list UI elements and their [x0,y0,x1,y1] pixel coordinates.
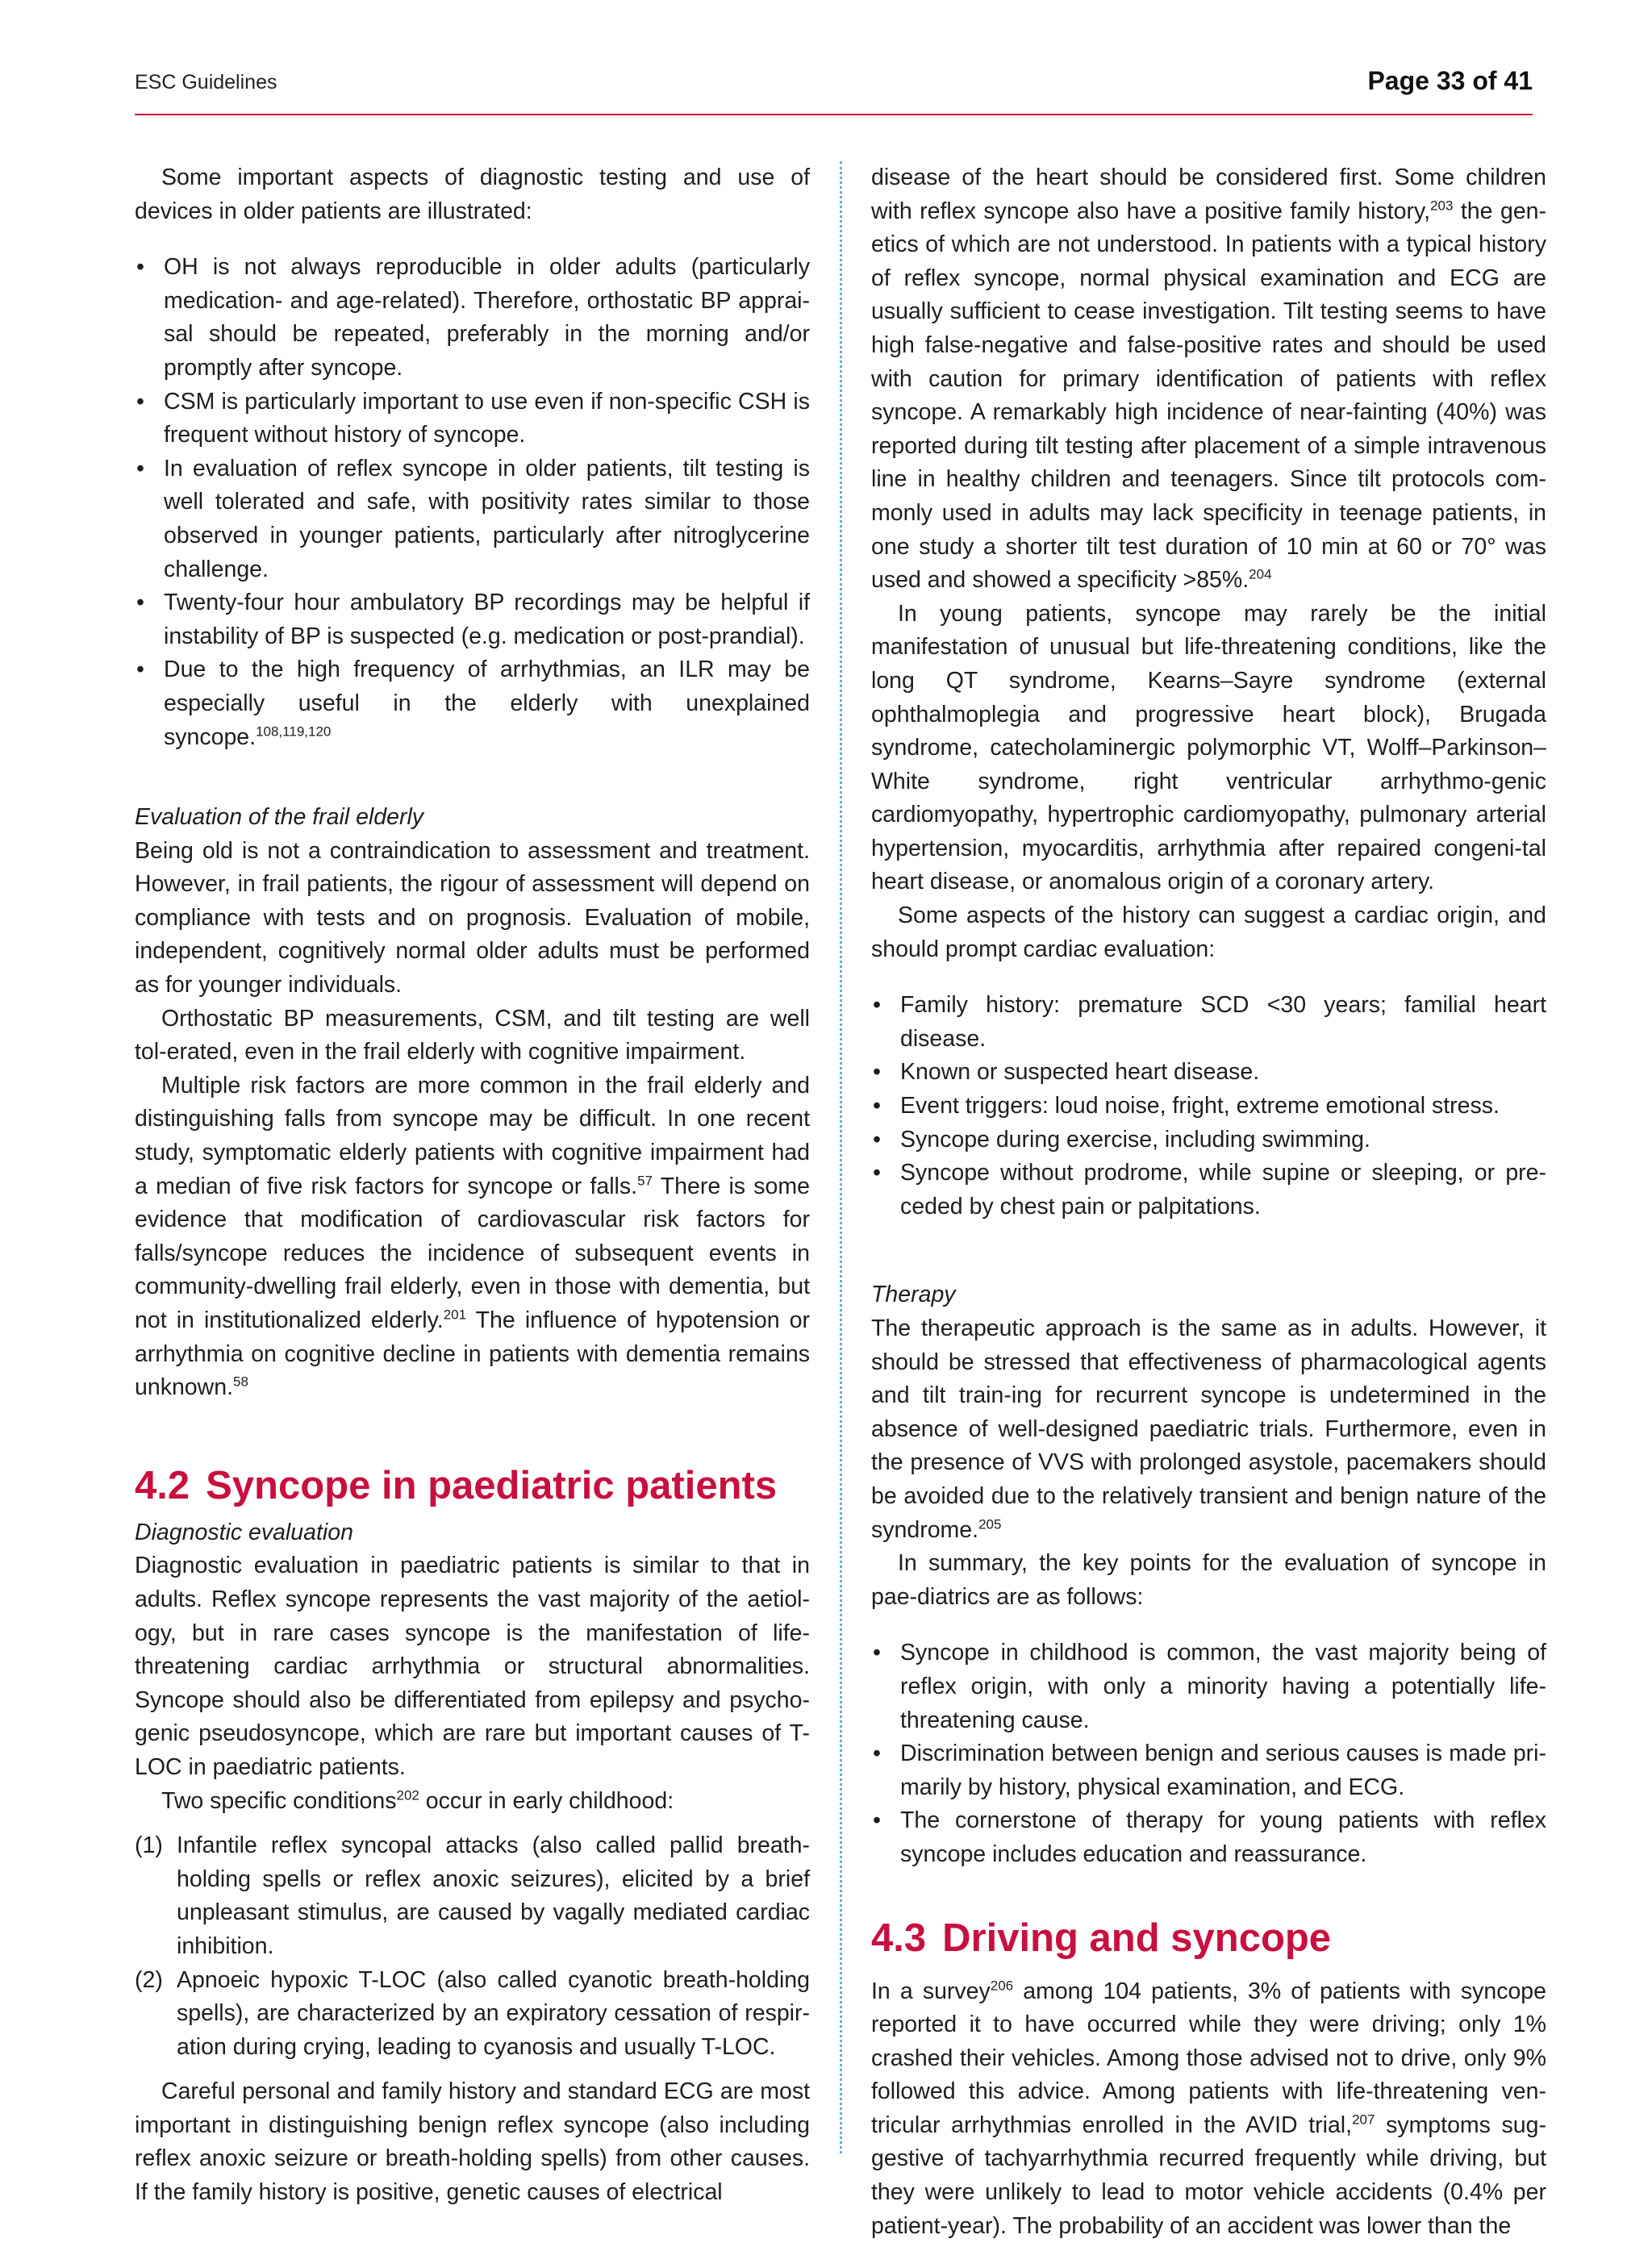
citation: 201 [444,1307,466,1323]
cardiac-origin-paragraph: Some aspects of the history can suggest a cardiac origin, and should prompt cardiac evaluation: [871,899,1546,966]
conditions-paragraph: In young patients, syncope may rarely be the initial manifestation of unusual but life-threatening conditions, like the long QT syndrome, Kearns–Sayre syndrome (external ophthalmoplegia and progressive heart block), Brugada syndrome, catecholaminergic polymorphic VT, Wolff–Parkinson–White syndrome, right ventricular arrhythmo-genic cardiomyopathy, hypertrophic cardiomyopathy, pulmonary arterial hypertension, myocarditis, arrhythmia after repaired congeni-tal heart disease, or anomalous origin of a coronary artery. [871,598,1546,899]
column-divider [840,161,842,2153]
citation: 202 [396,1787,419,1803]
intro-paragraph: Some important aspects of diagnostic testing and use of devices in older patients are illustrated: [135,161,810,228]
list-item: • Event triggers: loud noise, fright, extreme emotional stress. [871,1090,1546,1124]
driving-paragraph: In a survey$^{206}$ among 104 patients, 3% of patients with syncope reported it to have occurred while they were driving; only 1% crashed their vehicles. Among those advised not to drive, only 9% followed this advice. Among patients with life-threatening ven-tricular arrhythmias enrolled in the AVID trial,$^{207}$ symptoms sug-gestive of tachyarrhythmia recurred frequently while driving, but they were unlikely to lead to motor vehicle accidents (0.4% per patient-year). The probability of an accident was lower than the [871,1975,1546,2243]
list-item: (1) Infantile reflex syncopal attacks (also called pallid breath-holding spells or reflex anoxic seizures), elicited by a brief unpleasant stimulus, are caused by vagally mediated cardiac inhibition. [135,1829,810,1963]
conditions-list [135,1829,810,2064]
running-header [135,66,1533,108]
list-item: • Due to the high frequency of arrhythmias, an ILR may be especially useful in the elderly with unexplained syncope.$^{108,119,120}$ [135,653,810,754]
therapy-paragraph: The therapeutic approach is the same as in adults. However, it should be stressed that effectiveness of pharmacological agents and tilt train-ing for recurrent syncope is undetermined in the absence of well-designed paediatric trials. Furthermore, even in the presence of VVS with prolonged asystole, pacemakers should be avoided due to the relatively transient and benign nature of the syndrome.$^{205}$ [871,1312,1546,1547]
section-heading-4-2: 4.2 Syncope in paediatric patients [135,1461,810,1510]
list-item: • The cornerstone of therapy for young patients with reflex syncope includes education and reassurance. [871,1804,1546,1871]
history-paragraph: Careful personal and family history and standard ECG are most important in distinguishing benign reflex syncope (also including reflex anoxic seizure or breath-holding spells) from other causes. If the family history is positive, genetic causes of electrical [135,2075,810,2209]
list-item: (2) Apnoeic hypoxic T-LOC (also called cyanotic breath-holding spells), are characterized by an expiratory cessation of respir-ation during crying, leading to cyanosis and usually T-LOC. [135,1964,810,2065]
citation: 108,119,120 [256,723,331,739]
older-patients-list [135,251,810,754]
list-item: • Family history: premature SCD <30 years; familial heart disease. [871,989,1546,1056]
citation: 57 [637,1173,653,1188]
list-item: • CSM is particularly important to use even if non-specific CSH is frequent without history of syncope. [135,386,810,452]
citation: 206 [991,1978,1013,1993]
list-item: • Syncope in childhood is common, the vast majority being of reflex origin, with only a minority having a potentially life-threatening cause. [871,1636,1546,1737]
page-number: Page 33 of 41 [1367,66,1533,96]
left-column [135,161,810,2210]
frail-elderly-subheading: Evaluation of the frail elderly [135,801,810,835]
citation: 203 [1430,198,1453,213]
summary-paragraph: In summary, the key points for the evaluation of syncope in pae-diatrics are as follows: [871,1547,1546,1614]
list-item: • Discrimination between benign and serious causes is made pri-marily by history, physical examination, and ECG. [871,1737,1546,1804]
genetics-paragraph: disease of the heart should be considered first. Some children with reflex syncope also have a positive family history,$^{203}$ the gen-etics of which are not understood. In patients with a typical history of reflex syncope, normal physical examination and ECG are usually sufficient to cease investigation. Tilt testing seems to have high false-negative and false-positive rates and should be used with caution for primary identification of patients with reflex syncope. A remarkably high incidence of near-fainting (40%) was reported during tilt testing after placement of a simple intravenous line in healthy children and teenagers. Since tilt protocols com-monly used in adults may lack specificity in teenage patients, in one study a shorter tilt test duration of 10 min at 60 or 70° was used and showed a specificity >85%.$^{204}$ [871,161,1546,598]
right-column [871,161,1546,2243]
diagnostic-paragraph-1: Diagnostic evaluation in paediatric patients is similar to that in adults. Reflex syncope represents the vast majority of the aetiol-ogy, but in rare cases syncope is the manifestation of life-threatening cardiac arrhythmia or structural abnormalities. Syncope should also be differentiated from epilepsy and psycho-genic pseudosyncope, which are rare but important causes of T-LOC in paediatric patients. [135,1549,810,1784]
list-item: • Syncope during exercise, including swimming. [871,1124,1546,1157]
citation: 204 [1249,567,1271,582]
journal-name: ESC Guidelines [135,71,277,94]
list-item: • In evaluation of reflex syncope in older patients, tilt testing is well tolerated and safe, with positivity rates similar to those observed in younger patients, particularly after nitroglycerine challenge. [135,452,810,586]
key-points-list [871,1636,1546,1871]
citation: 207 [1352,2112,1375,2127]
header-rule [135,114,1533,115]
frail-paragraph-2: Orthostatic BP measurements, CSM, and tilt testing are well tol-erated, even in the frail elderly with cognitive impairment. [135,1003,810,1069]
diagnostic-paragraph-2: Two specific conditions$^{202}$ occur in early childhood: [135,1785,810,1819]
frail-paragraph-3: Multiple risk factors are more common in the frail elderly and distinguishing falls from syncope may be difficult. In one recent study, symptomatic elderly patients with cognitive impairment had a median of five risk factors for syncope or falls.$^{57}$ There is some evidence that modification of cardiovascular risk factors for falls/syncope reduces the incidence of subsequent events in community-dwelling frail elderly, even in those with dementia, but not in institutionalized elderly.$^{201}$ The influence of hypotension or arrhythmia on cognitive decline in patients with dementia remains unknown.$^{58}$ [135,1069,810,1405]
list-item: • Known or suspected heart disease. [871,1056,1546,1090]
list-item: • Syncope without prodrome, while supine or sleeping, or pre-ceded by chest pain or palpitations. [871,1157,1546,1224]
diagnostic-evaluation-subheading: Diagnostic evaluation [135,1516,810,1550]
citation: 205 [978,1516,1001,1532]
section-heading-4-3: 4.3 Driving and syncope [871,1914,1546,1962]
therapy-subheading: Therapy [871,1278,1546,1312]
cardiac-history-list [871,989,1546,1224]
citation: 58 [233,1374,248,1390]
list-item: • Twenty-four hour ambulatory BP recordings may be helpful if instability of BP is suspected (e.g. medication or post-prandial). [135,586,810,653]
list-item: • OH is not always reproducible in older adults (particularly medication- and age-related). Therefore, orthostatic BP apprai-sal should be repeated, preferably in the morning and/or promptly after syncope. [135,251,810,385]
frail-paragraph-1: Being old is not a contraindication to assessment and treatment. However, in frail patients, the rigour of assessment will depend on compliance with tests and on prognosis. Evaluation of mobile, independent, cognitively normal older adults must be performed as for younger individuals. [135,835,810,1003]
